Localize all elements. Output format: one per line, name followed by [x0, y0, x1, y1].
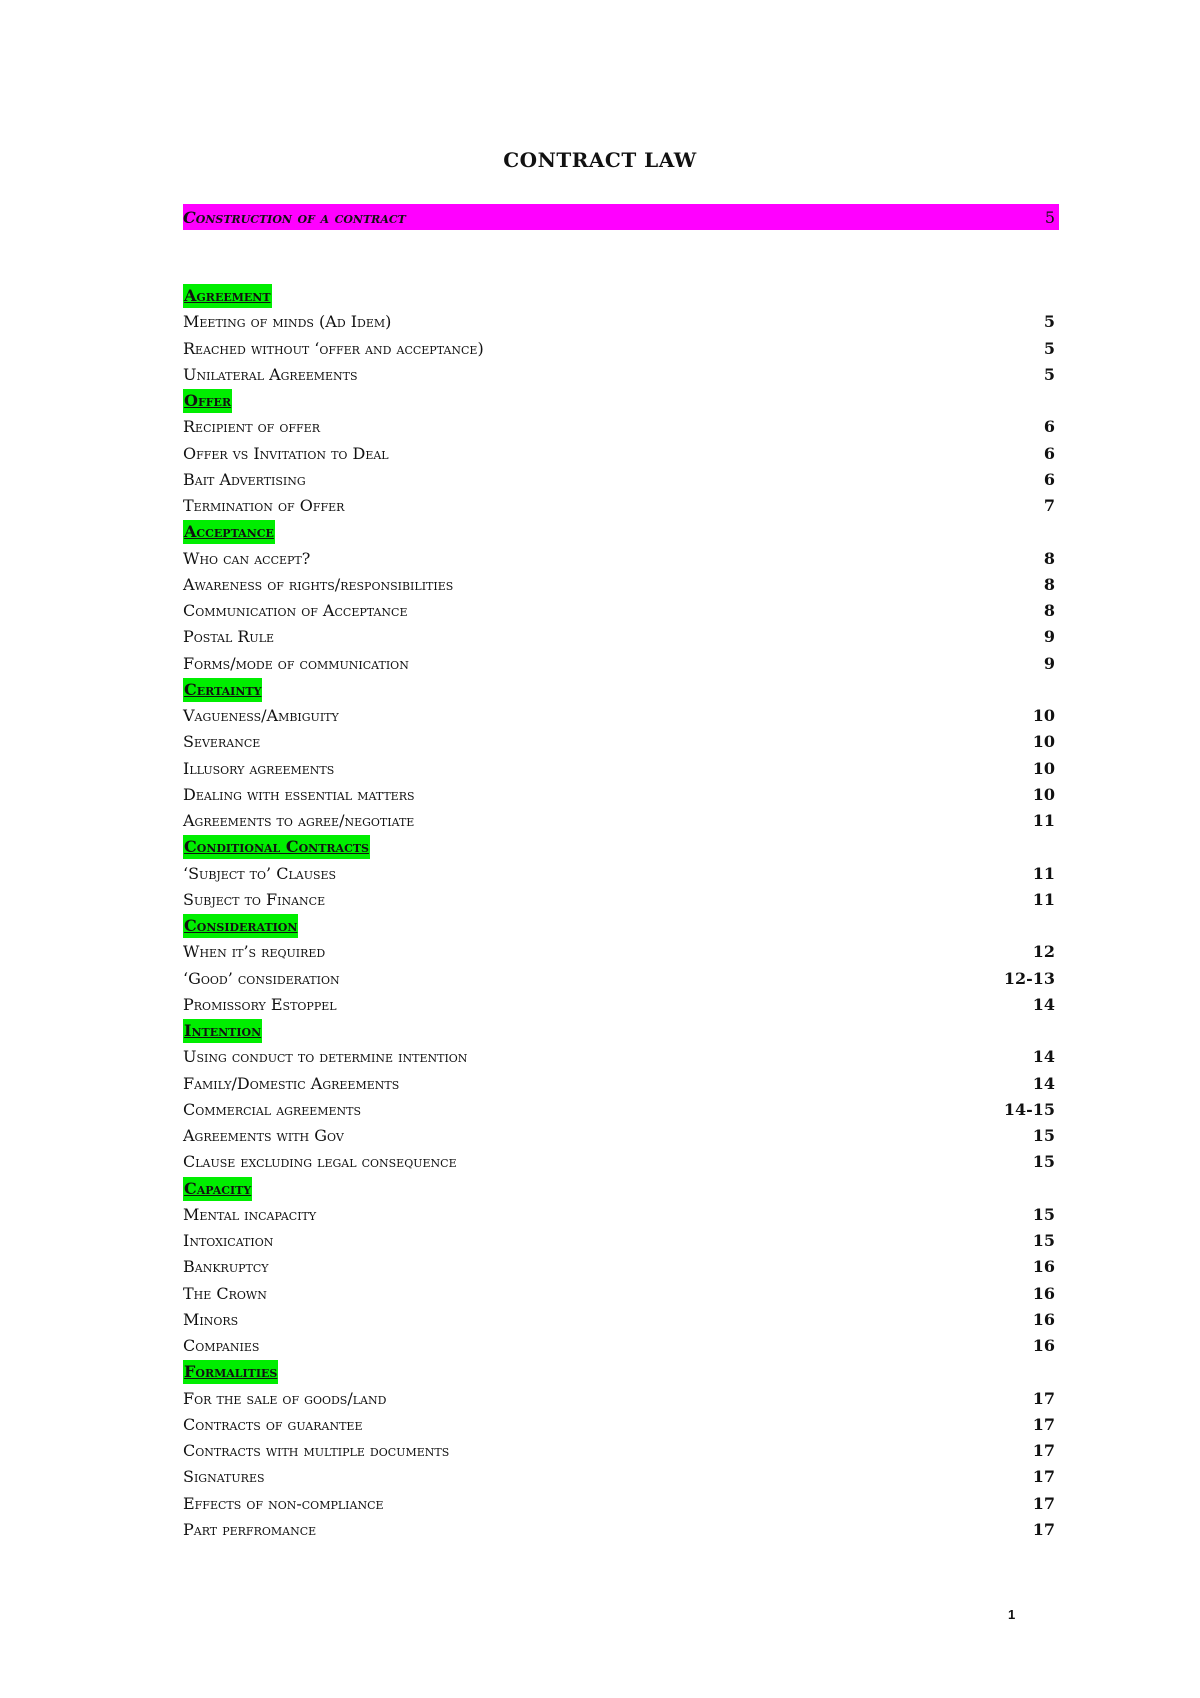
toc-entry-label: Forms/mode of communication — [183, 653, 409, 673]
toc-entry-page: 8 — [1043, 548, 1055, 568]
toc-entry[interactable] — [183, 1491, 1059, 1517]
toc-entry-page: 17 — [1032, 1467, 1055, 1487]
toc-entry-label: Dealing with essential matters — [183, 784, 415, 804]
toc-entry[interactable] — [183, 336, 1059, 362]
toc-entry-label: Postal Rule — [183, 627, 275, 647]
section-heading-label: Intention — [183, 1019, 262, 1043]
toc-entry[interactable] — [183, 861, 1059, 887]
toc-entry-page: 15 — [1032, 1231, 1055, 1251]
toc-entry[interactable] — [183, 939, 1059, 965]
toc-entry-page: 17 — [1032, 1519, 1055, 1539]
page-number: 1 — [1008, 1607, 1016, 1622]
section-heading-label: Certainty — [183, 678, 262, 702]
toc-entry-page: 6 — [1043, 417, 1055, 437]
toc-entry-page: 17 — [1032, 1414, 1055, 1434]
toc-entry-label: Meeting of minds (Ad Idem) — [183, 312, 392, 332]
toc-entry-page: 16 — [1032, 1257, 1055, 1277]
toc-entry[interactable] — [183, 414, 1059, 440]
toc-entry[interactable] — [183, 1097, 1059, 1123]
toc-entry-label: Minors — [183, 1309, 239, 1329]
section-heading-label: Agreement — [183, 284, 272, 308]
chapter-page: 5 — [1044, 207, 1055, 227]
toc-entry[interactable] — [183, 1281, 1059, 1307]
toc-entry-page: 5 — [1043, 338, 1055, 358]
chapter-label: Construction of a contract — [183, 207, 406, 227]
toc-entry-label: Part perfromance — [183, 1519, 317, 1539]
toc-entry-page: 17 — [1032, 1388, 1055, 1408]
toc-entry[interactable] — [183, 1412, 1059, 1438]
toc-entry-page: 7 — [1043, 496, 1055, 516]
toc-entry-page: 10 — [1032, 706, 1055, 726]
toc-entry-page: 17 — [1032, 1441, 1055, 1461]
section-heading-label: Capacity — [183, 1177, 252, 1201]
toc-entry[interactable] — [183, 992, 1059, 1018]
toc-entry-label: Agreements to agree/negotiate — [183, 811, 415, 831]
toc-entry[interactable] — [183, 441, 1059, 467]
toc-entry[interactable] — [183, 572, 1059, 598]
toc-entry[interactable] — [183, 309, 1059, 335]
toc-entry-label: ‘Good’ consideration — [183, 968, 340, 988]
toc-section-heading[interactable] — [183, 519, 1059, 545]
toc-entry-label: When it’s required — [183, 942, 326, 962]
toc-entry-page: 11 — [1032, 863, 1055, 883]
toc-entry-page: 12 — [1032, 942, 1055, 962]
toc-entry[interactable] — [183, 1202, 1059, 1228]
toc-entry-page: 9 — [1043, 653, 1055, 673]
toc-entry-page: 5 — [1043, 312, 1055, 332]
toc-entry-label: Contracts with multiple documents — [183, 1441, 450, 1461]
toc-entry[interactable] — [183, 756, 1059, 782]
toc-entry-page: 6 — [1043, 443, 1055, 463]
toc-entry-label: Promissory Estoppel — [183, 994, 337, 1014]
toc-entry-label: Bait Advertising — [183, 469, 306, 489]
toc-entry-page: 15 — [1032, 1126, 1055, 1146]
toc-entry[interactable] — [183, 808, 1059, 834]
toc-entry-page: 17 — [1032, 1493, 1055, 1513]
toc-entry[interactable] — [183, 1307, 1059, 1333]
toc-entry[interactable] — [183, 651, 1059, 677]
toc-entry[interactable] — [183, 1123, 1059, 1149]
toc-entry[interactable] — [183, 598, 1059, 624]
toc-entry[interactable] — [183, 1438, 1059, 1464]
toc-entry[interactable] — [183, 1149, 1059, 1175]
toc-entry-page: 15 — [1032, 1152, 1055, 1172]
toc-entry-label: Vagueness/Ambiguity — [183, 706, 339, 726]
toc-section-heading[interactable] — [183, 388, 1059, 414]
document-title: CONTRACT LAW — [503, 148, 697, 172]
toc-entry-label: Agreements with Gov — [183, 1126, 344, 1146]
toc-entry[interactable] — [183, 624, 1059, 650]
toc-entry-label: ‘Subject to’ Clauses — [183, 863, 337, 883]
toc-entry-label: Clause excluding legal consequence — [183, 1152, 457, 1172]
toc-section-heading[interactable] — [183, 283, 1059, 309]
toc-entry[interactable] — [183, 493, 1059, 519]
toc-section-heading[interactable] — [183, 1176, 1059, 1202]
toc-entry-page: 16 — [1032, 1336, 1055, 1356]
toc-entry[interactable] — [183, 1386, 1059, 1412]
section-heading-label: Conditional Contracts — [183, 835, 370, 859]
toc-entry-page: 16 — [1032, 1283, 1055, 1303]
toc-entry-label: Signatures — [183, 1467, 265, 1487]
chapter-heading[interactable] — [183, 204, 1059, 230]
toc-entry[interactable] — [183, 1228, 1059, 1254]
toc-entry[interactable] — [183, 729, 1059, 755]
toc-entry-label: Illusory agreements — [183, 758, 335, 778]
toc-entry-page: 11 — [1032, 889, 1055, 909]
toc-entry-label: Intoxication — [183, 1231, 274, 1251]
toc-entry-label: Unilateral Agreements — [183, 364, 358, 384]
toc-entry-label: Commercial agreements — [183, 1099, 362, 1119]
toc-entry-label: Awareness of rights/responsibilities — [183, 574, 454, 594]
section-heading-label: Formalities — [183, 1360, 278, 1384]
toc-entry[interactable] — [183, 782, 1059, 808]
toc-entry-label: Companies — [183, 1336, 260, 1356]
toc-entry-page: 8 — [1043, 574, 1055, 594]
toc-entry[interactable] — [183, 467, 1059, 493]
toc-entry-page: 12-13 — [1003, 968, 1055, 988]
toc-entry-label: Termination of Offer — [183, 496, 345, 516]
section-heading-label: Acceptance — [183, 520, 275, 544]
toc-entry[interactable] — [183, 1464, 1059, 1490]
toc-entry-page: 16 — [1032, 1309, 1055, 1329]
toc-entry-label: Severance — [183, 732, 261, 752]
toc-entry-label: Using conduct to determine intention — [183, 1047, 468, 1067]
toc-entry-label: Mental incapacity — [183, 1204, 317, 1224]
toc-entry-page: 14 — [1032, 994, 1055, 1014]
toc-entry-label: Family/Domestic Agreements — [183, 1073, 400, 1093]
toc-entry-label: Contracts of guarantee — [183, 1414, 363, 1434]
toc-entry[interactable] — [183, 1071, 1059, 1097]
toc-section-heading[interactable] — [183, 1018, 1059, 1044]
section-heading-label: Offer — [183, 389, 232, 413]
toc-entry[interactable] — [183, 362, 1059, 388]
toc-entry[interactable] — [183, 1517, 1059, 1543]
toc-entry-page: 14-15 — [1003, 1099, 1055, 1119]
toc-entry-page: 10 — [1032, 732, 1055, 752]
toc-entry[interactable] — [183, 703, 1059, 729]
toc-entry-page: 10 — [1032, 758, 1055, 778]
toc-entry[interactable] — [183, 1254, 1059, 1280]
toc-entry-page: 14 — [1032, 1073, 1055, 1093]
toc-entry-label: For the sale of goods/land — [183, 1388, 387, 1408]
toc-entry-label: Subject to Finance — [183, 889, 326, 909]
toc-entry-label: Offer vs Invitation to Deal — [183, 443, 389, 463]
toc-entry[interactable] — [183, 966, 1059, 992]
toc-section-heading[interactable] — [183, 677, 1059, 703]
toc-entry[interactable] — [183, 1333, 1059, 1359]
toc-section-heading[interactable] — [183, 1359, 1059, 1385]
toc-section-heading[interactable] — [183, 834, 1059, 860]
toc-section-heading[interactable] — [183, 913, 1059, 939]
toc-entry[interactable] — [183, 546, 1059, 572]
toc-entry-page: 8 — [1043, 601, 1055, 621]
toc-entry-page: 9 — [1043, 627, 1055, 647]
toc-entry-label: Who can accept? — [183, 548, 311, 568]
toc-entry-page: 15 — [1032, 1204, 1055, 1224]
toc-entry-page: 11 — [1032, 811, 1055, 831]
toc-entry-label: The Crown — [183, 1283, 267, 1303]
toc-entry-label: Communication of Acceptance — [183, 601, 408, 621]
section-heading-label: Consideration — [183, 914, 298, 938]
toc-entry-page: 10 — [1032, 784, 1055, 804]
toc-entry-label: Bankruptcy — [183, 1257, 269, 1277]
toc-entry-label: Reached without ‘offer and acceptance) — [183, 338, 484, 358]
table-of-contents — [183, 283, 1059, 1543]
toc-entry-page: 5 — [1043, 364, 1055, 384]
toc-entry-label: Recipient of offer — [183, 417, 320, 437]
toc-entry[interactable] — [183, 1044, 1059, 1070]
toc-entry-page: 6 — [1043, 469, 1055, 489]
toc-entry-label: Effects of non-compliance — [183, 1493, 384, 1513]
toc-entry[interactable] — [183, 887, 1059, 913]
toc-entry-page: 14 — [1032, 1047, 1055, 1067]
